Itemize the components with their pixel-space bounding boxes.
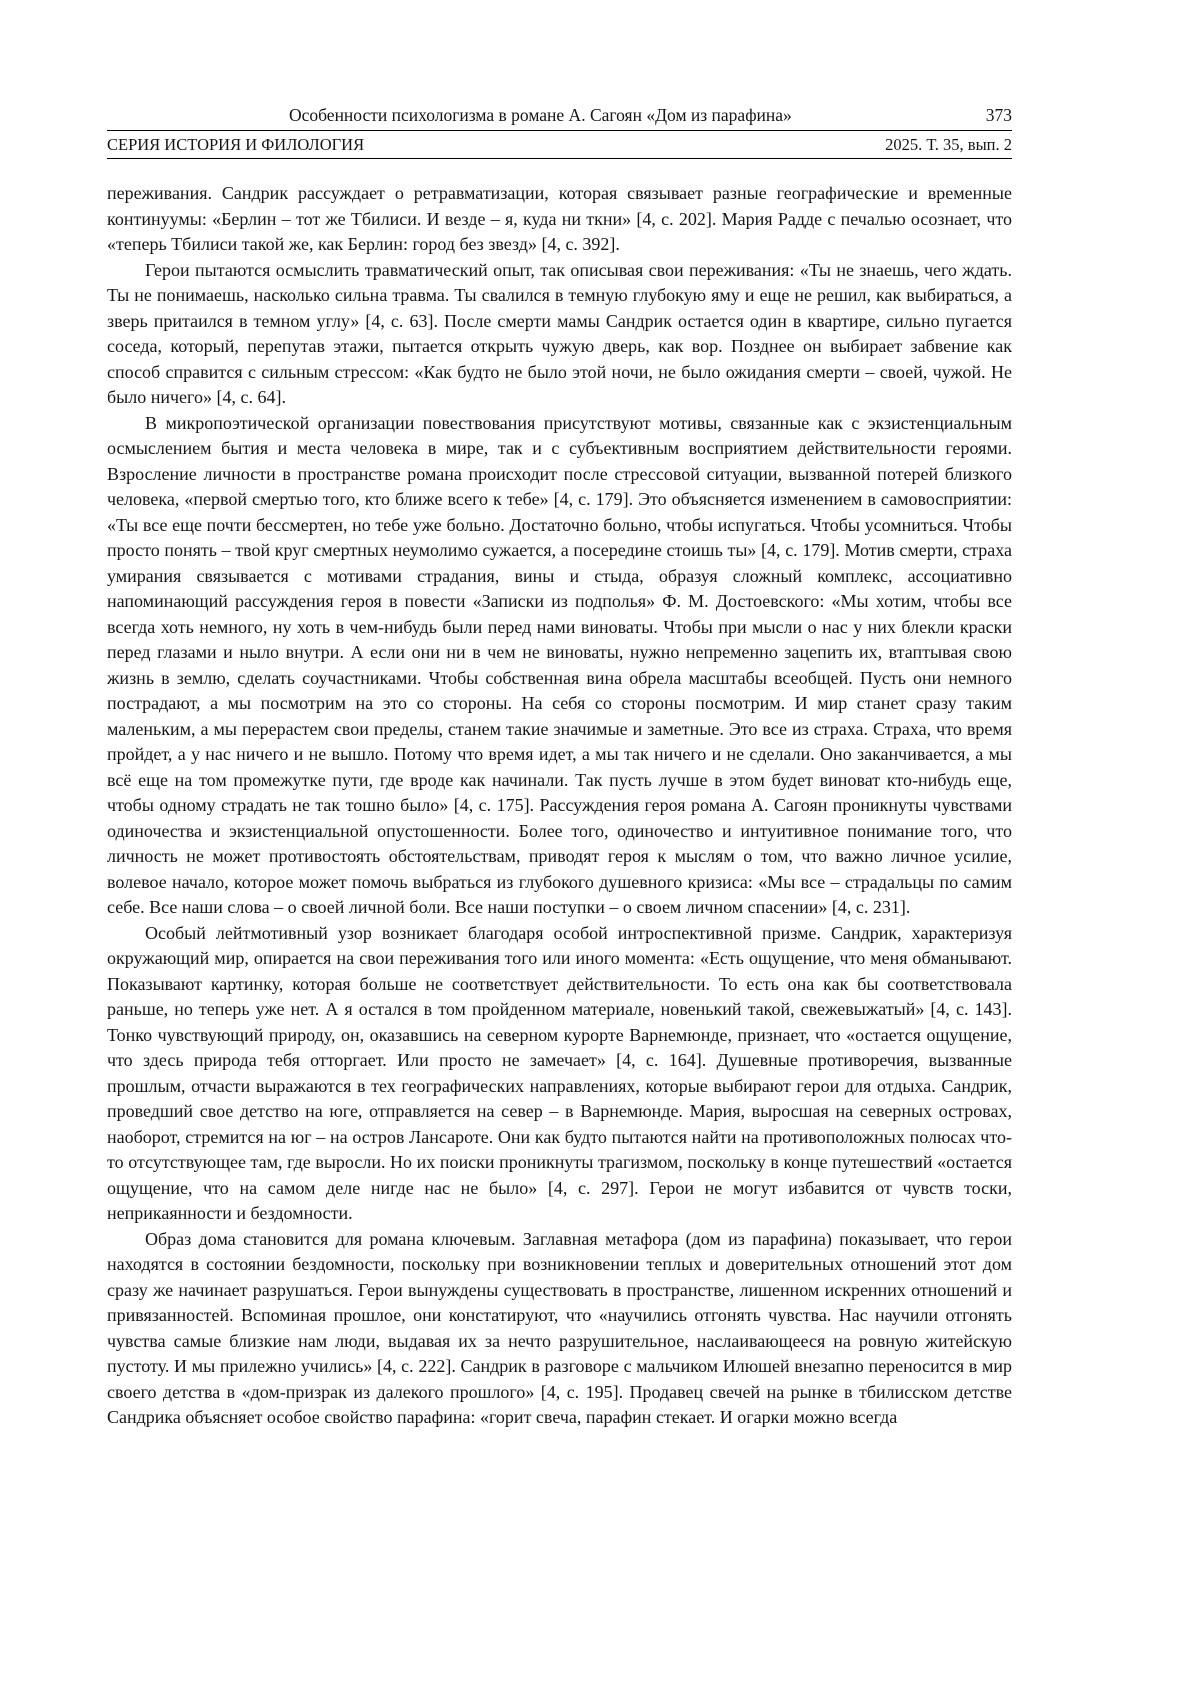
- issue-info: 2025. Т. 35, вып. 2: [885, 135, 1012, 154]
- paragraph: В микропоэтической организации повествования присутствуют мотивы, связанные как с экзистенциальным осмыслением бытия и места человека в мире, так и с субъективным восприятием действительности героями. Взросление личности в пространстве романа происходит после стрессовой ситуации, вызванной потерей близкого человека, «первой смертью того, кто ближе всего к тебе» [4, с. 179]. Это объясняется изменением в самовосприятии: «Ты все еще почти бессмертен, но тебе уже больно. Достаточно больно, чтобы испугаться. Чтобы усомниться. Чтобы просто понять – твой круг смертных неумолимо сужается, а посередине стоишь ты» [4, с. 179]. Мотив смерти, страха умирания связывается с мотивами страдания, вины и стыда, образуя сложный комплекс, ассоциативно напоминающий рассуждения героя в повести «Записки из подполья» Ф. М. Достоевского: «Мы хотим, чтобы все всегда хоть немного, ну хоть в чем-нибудь были перед нами виноваты. Чтобы при мысли о нас у них блекли краски перед глазами и ныло внутри. А если они ни в чем не виноваты, нужно непременно зацепить их, втаптывая свою жизнь в землю, сделать соучастниками. Чтобы собственная вина обрела масштабы всеобщей. Пусть они немного пострадают, а мы посмотрим на это со стороны. На себя со стороны посмотрим. И мир станет сразу таким маленьким, а мы перерастем свои пределы, станем такие значимые и заметные. Это все из страха. Страха, что время пройдет, а у нас ничего и не вышло. Потому что время идет, а мы так ничего и не сделали. Оно заканчивается, а мы всё еще на том промежутке пути, где вроде как начинали. Так пусть лучше в этом будет виноват кто-нибудь еще, чтобы одному страдать не так тошно было» [4, с. 175]. Рассуждения героя романа А. Сагоян проникнуты чувствами одиночества и экзистенциальной опустошенности. Более того, одиночество и интуитивное понимание того, что личность не может противостоять обстоятельствам, приводят героя к мыслям о том, что важно личное усилие, волевое начало, которое может помочь выбраться из глубокого душевного кризиса: «Мы все – страдальцы по самим себе. Все наши слова – о своей личной боли. Все наши поступки – о своем личном спасении» [4, с. 231].: [107, 412, 1012, 917]
- paragraph: переживания. Сандрик рассуждает о ретравматизации, которая связывает разные географические и временные континуумы: «Берлин – тот же Тбилиси. И везде – я, куда ни ткни» [4, с. 202]. Мария Радде с печалью осознает, что «теперь Тбилиси такой же, как Берлин: город без звезд» [4, с. 392].: [107, 183, 1012, 254]
- header-rule-top: [107, 130, 1012, 131]
- header-rule-bottom: [107, 158, 1012, 159]
- article-body: [107, 181, 1012, 1431]
- page-number: 373: [985, 105, 1012, 125]
- paragraph: Герои пытаются осмыслить травматический опыт, так описывая свои переживания: «Ты не знаешь, чего ждать. Ты не понимаешь, насколько сильна травма. Ты свалился в темную глубокую яму и еще не решил, как выбираться, а зверь притаился в темном углу» [4, с. 63]. После смерти мамы Сандрик остается один в квартире, сильно пугается соседа, который, перепутав этажи, пытается открыть чужую дверь, как вор. Позднее он выбирает забвение как способ справится с сильным стрессом: «Как будто не было этой ночи, не было ожидания смерти – своей, чужой. Не было ничего» [4, с. 64].: [107, 259, 1012, 407]
- paragraph: Особый лейтмотивный узор возникает благодаря особой интроспективной призме. Сандрик, характеризуя окружающий мир, опирается на свои переживания того или иного момента: «Есть ощущение, что меня обманывают. Показывают картинку, которая больше не соответствует действительности. То есть она как бы соответствовала раньше, но теперь уже нет. А я остался в том пройденном материале, новенький такой, свежевыжатый» [4, с. 143]. Тонко чувствующий природу, он, оказавшись на северном курорте Варнемюнде, признает, что «остается ощущение, что здесь природа тебя отторгает. Или просто не замечает» [4, с. 164]. Душевные противоречия, вызванные прошлым, отчасти выражаются в тех географических направлениях, которые выбирают герои для отдыха. Сандрик, проведший свое детство на юге, отправляется на север – в Варнемюнде. Мария, выросшая на северных островах, наоборот, стремится на юг – на остров Лансароте. Они как будто пытаются найти на противоположных полюсах что-то отсутствующее там, где выросли. Но их поиски проникнуты трагизмом, поскольку в конце путешествий «остается ощущение, что на самом деле нигде нас не было» [4, с. 297]. Герои не могут избавится от чувств тоски, неприкаянности и бездомности.: [107, 922, 1012, 1223]
- series-row: [107, 134, 1012, 155]
- paragraph: Образ дома становится для романа ключевым. Заглавная метафора (дом из парафина) показывает, что герои находятся в состоянии бездомности, поскольку при возникновении теплых и доверительных отношений этот дом сразу же начинает разрушаться. Герои вынуждены существовать в пространстве, лишенном искренних отношений и привязанностей. Вспоминая прошлое, они констатируют, что «научились отгонять чувства. Нас научили отгонять чувства самые близкие нам люди, выдавая их за нечто разрушительное, наслаивающееся на ровную житейскую пустоту. И мы прилежно учились» [4, с. 222]. Сандрик в разговоре с мальчиком Илюшей внезапно переносится в мир своего детства в «дом-призрак из далекого прошлого» [4, с. 195]. Продавец свечей на рынке в тбилисском детстве Сандрика объясняет особое свойство парафина: «горит свеча, парафин стекает. И огарки можно всегда: [107, 1228, 1012, 1427]
- running-head-row: [107, 104, 1012, 126]
- series-title: СЕРИЯ ИСТОРИЯ И ФИЛОЛОГИЯ: [107, 135, 365, 154]
- running-title: Особенности психологизма в романе А. Сагоян «Дом из парафина»: [288, 105, 792, 125]
- page-header: [107, 104, 1012, 159]
